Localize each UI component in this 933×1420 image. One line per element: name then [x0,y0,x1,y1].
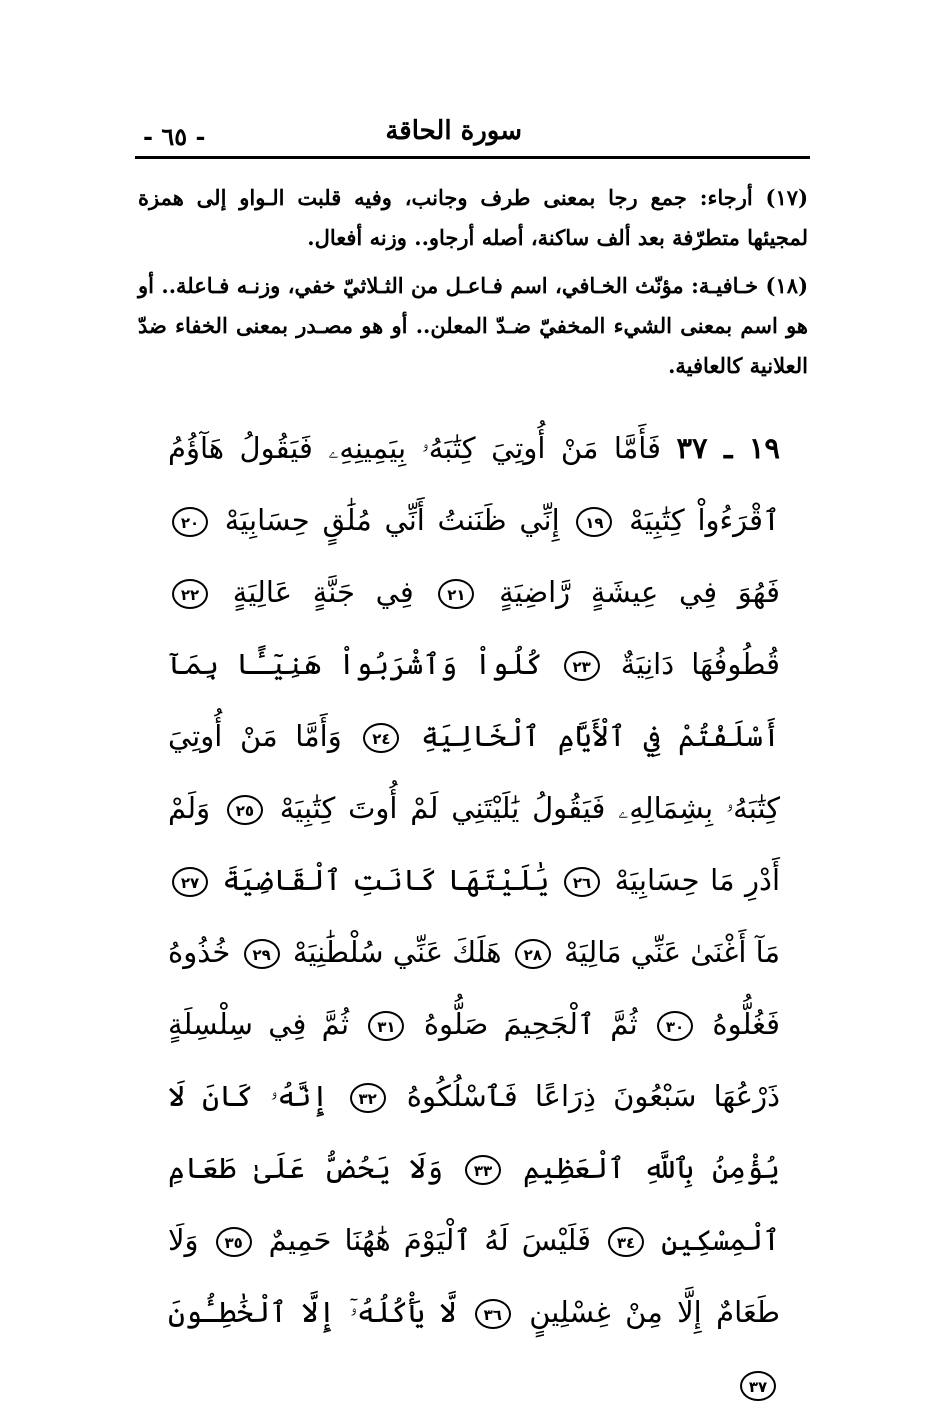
ayah-marker: ٣٣ [465,1155,501,1185]
verse-text: يَٰلَيْتَهَا كَانَتِ ٱلْقَاضِيَةَ [222,863,550,897]
verse-text: وَلَمْ أَدْرِ مَا حِسَابِيَهْ [168,791,781,897]
verse-text: فَأَمَّا مَنْ أُوتِيَ كِتَٰبَهُۥ بِيَمِينِهِۦ فَيَقُولُ هَآؤُمُ ٱقْرَءُواْ كِتَٰبِيَهْ [168,431,780,537]
ayah-marker: ٢٠ [172,507,208,537]
ayah-marker: ٣١ [368,1011,404,1041]
ayah-marker: ٣٥ [216,1227,252,1257]
verse-text: إِنَّهُۥ كَانَ لَا يُؤْمِنُ بِٱللَّهِ ٱلْعَظِيمِ [168,1079,780,1185]
verse-text: كُلُواْ وَٱشْرَبُواْ هَنِيٓـًٔا بِمَآ أَسْلَفْتُمْ فِي ٱلْأَيَّامِ ٱلْخَالِيَةِ [168,647,781,753]
verse-text: لَّا يَأْكُلُهُۥٓ إِلَّا ٱلْخَٰطِـُٔونَ [168,1295,457,1329]
verse-text: مَآ أَغْنَىٰ عَنِّي مَالِيَهْ [564,935,780,969]
verse-text: هَلَكَ عَنِّي سُلْطَٰنِيَهْ [292,935,502,969]
note-18: (١٨) خـافيـة: مؤنّث الخـافي، اسم فـاعـل من الثـلاثيّ خفي، وزنـه فـاعلة.. أو هو اسم بمعنى الشيء المخفيّ ضـدّ المعلن.. أو هو مصـدر بمعنى الخفاء ضدّ العلانية كالعافية. [138,273,808,378]
ayah-marker: ٣٠ [657,1011,693,1041]
ayah-marker: ٣٤ [608,1227,644,1257]
ayah-marker: ١٩ [576,507,612,537]
quran-verses [168,412,780,1420]
ayah-marker: ٣٧ [740,1371,776,1401]
ayah-marker: ٢١ [438,579,474,609]
verse-text: إِنِّي ظَنَنتُ أَنِّي مُلَٰقٍ حِسَابِيَهْ [224,503,560,537]
ayah-marker: ٣٢ [350,1083,386,1113]
header-divider [135,156,810,159]
verse-text: قُطُوفُهَا دَانِيَةٌ [620,647,781,681]
ayah-marker: ٢٥ [227,795,263,825]
verse-text: وَلَا يَحُضُّ عَلَىٰ طَعَامِ ٱلْمِسْكِينِ [168,1151,781,1257]
page-header [135,108,810,158]
verse-text: فَلَيْسَ لَهُ ٱلْيَوْمَ هَٰهُنَا حَمِيمٌ [268,1223,591,1257]
page-number: - ٦٥ - [143,122,206,151]
verse-text: فَهُوَ فِي عِيشَةٍ رَّاضِيَةٍ [499,575,780,609]
note-17: (١٧) أرجاء: جمع رجا بمعنى طرف وجانب، وفيه قلبت الـواو إلى همزة لمجيئها متطرّفة بعد ألف ساكنة، أصله أرجاو.. وزنه أفعال. [138,185,808,250]
verse-text: ثُمَّ فِي سِلْسِلَةٍ ذَرْعُهَا سَبْعُونَ ذِرَاعًا فَٱسْلُكُوهُ [168,1007,780,1113]
ayah-marker: ٢٦ [564,867,600,897]
ayah-marker: ٢٧ [172,867,208,897]
ayah-marker: ٢٤ [363,723,399,753]
verse-text: فِي جَنَّةٍ عَالِيَةٍ [232,575,414,609]
ayah-marker: ٢٩ [244,939,280,969]
footnotes-section [138,178,808,394]
verse-text: ثُمَّ ٱلْجَحِيمَ صَلُّوهُ [423,1007,638,1041]
verse-range: ١٩ ـ ٣٧ [676,431,780,465]
ayah-marker: ٢٨ [515,939,551,969]
ayah-marker: ٢٢ [172,579,208,609]
verse-text: وَلَا طَعَامٌ إِلَّا مِنْ غِسْلِينٍ [168,1223,781,1329]
verse-text: وَأَمَّا مَنْ أُوتِيَ كِتَٰبَهُۥ بِشِمَالِهِۦ فَيَقُولُ يَٰلَيْتَنِي لَمْ أُوتَ كِتَٰبِيَهْ [168,719,781,825]
ayah-marker: ٢٣ [564,651,600,681]
surah-title: سورة الحاقة [385,116,522,146]
ayah-marker: ٣٦ [475,1299,511,1329]
verse-text: خُذُوهُ فَغُلُّوهُ [168,935,781,1041]
